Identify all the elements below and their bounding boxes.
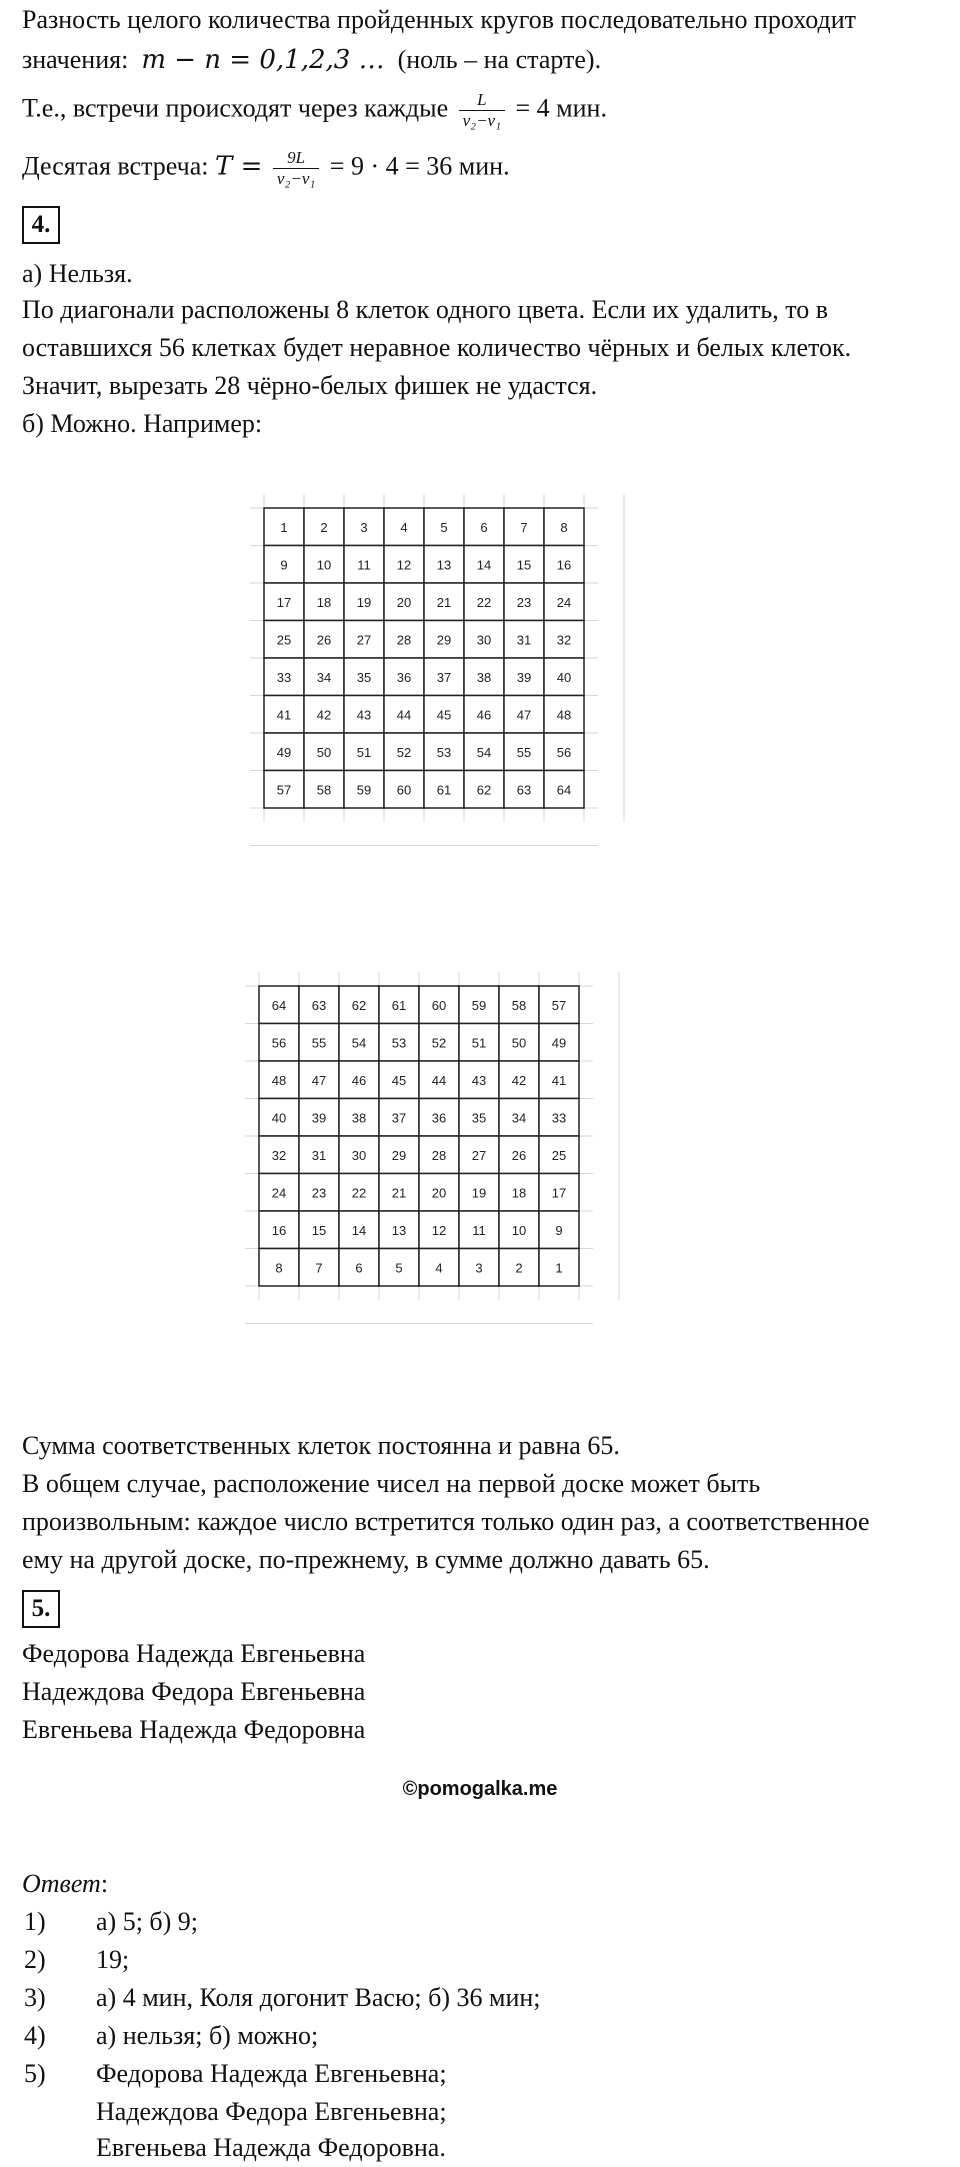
grid-cell-number: 29: [391, 1147, 407, 1163]
grid-cell-number: 16: [556, 557, 572, 573]
grid-cell-number: 34: [511, 1110, 527, 1126]
grid-cell-number: 57: [276, 782, 292, 798]
grid-cell-number: 39: [311, 1110, 327, 1126]
intro-line-2-suffix: (ноль – на старте).: [397, 45, 602, 74]
grid-cell-number: 53: [391, 1035, 407, 1051]
grid-cell-number: 40: [556, 669, 572, 685]
intro-line-2: [22, 44, 601, 76]
grid-cell-number: 7: [315, 1260, 323, 1276]
answer-item-5-text: Федорова Надежда Евгеньевна;: [96, 2059, 447, 2088]
grid-cell-number: 21: [436, 594, 452, 610]
answer-item-5-number: 5): [24, 2059, 46, 2088]
fraction-numerator: L: [459, 90, 505, 111]
grid-cell-number: 42: [511, 1072, 527, 1088]
grid-cell-number: 53: [436, 744, 452, 760]
answer-item-1-text: а) 5; б) 9;: [96, 1907, 199, 1936]
grid-cell-number: 31: [311, 1147, 327, 1163]
grid-cell-number: 41: [551, 1072, 567, 1088]
intro-line-4-prefix: Десятая встреча:: [22, 151, 209, 181]
grid-cell-number: 28: [431, 1147, 447, 1163]
task-4-sum-text: Сумма соответственных клеток постоянна и равна 65.: [22, 1431, 620, 1460]
answer-item-3-text: а) 4 мин, Коля догонит Васю; б) 36 мин;: [96, 1983, 541, 2012]
task-4-general-1: В общем случае, расположение чисел на первой доске может быть: [22, 1469, 761, 1498]
grid-cell-number: 32: [271, 1147, 287, 1163]
grid-cell-number: 4: [400, 519, 408, 535]
grid-cell-number: 50: [316, 744, 332, 760]
answer-heading: [22, 1868, 108, 1900]
grid-cell-number: 1: [555, 1260, 563, 1276]
grid-cell-number: 61: [436, 782, 452, 798]
grid-cell-number: 31: [516, 632, 532, 648]
grid-cell-number: 58: [316, 782, 332, 798]
grid-cell-number: 51: [471, 1035, 487, 1051]
grid-cell-number: 11: [357, 557, 371, 573]
task-4-para-2: оставшихся 56 клетках будет неравное количество чёрных и белых клеток.: [22, 333, 852, 362]
grid-cell-number: 40: [271, 1110, 287, 1126]
answer-title: Ответ: [22, 1869, 101, 1898]
grid-cell-number: 52: [431, 1035, 447, 1051]
task-4-para-3: Значит, вырезать 28 чёрно-белых фишек не удастся.: [22, 371, 598, 400]
grid-cell-number: 36: [396, 669, 412, 685]
grid-cell-number: 18: [316, 594, 332, 610]
grid-cell-number: 54: [476, 744, 492, 760]
grid-cell-number: 15: [311, 1222, 327, 1238]
grid-cell-number: 51: [356, 744, 372, 760]
grid-cell-number: 43: [471, 1072, 487, 1088]
grid-cell-number: 60: [431, 997, 447, 1013]
grid-cell-number: 35: [356, 669, 372, 685]
grid-cell-number: 13: [436, 557, 452, 573]
intro-line-3-suffix: = 4 мин.: [515, 93, 607, 123]
grid-cell-number: 21: [391, 1185, 407, 1201]
grid-cell-number: 9: [280, 557, 288, 573]
task-5-number: 5.: [22, 1590, 60, 1628]
intro-line-3: [22, 90, 607, 131]
grid-cell-number: 46: [476, 707, 492, 723]
grid-cell-number: 33: [276, 669, 292, 685]
grid-cell-number: 5: [395, 1260, 403, 1276]
grid-cell-number: 19: [356, 594, 372, 610]
grid-cell-number: 27: [471, 1147, 487, 1163]
grid-cell-number: 10: [316, 557, 332, 573]
grid-cell-number: 47: [516, 707, 532, 723]
number-grid-2: [225, 962, 745, 1412]
grid-cell-number: 37: [391, 1110, 407, 1126]
grid-cell-number: 20: [431, 1185, 447, 1201]
intro-line-2-prefix: значения:: [22, 45, 129, 74]
grid-cell-number: 41: [276, 707, 292, 723]
answer-item-3-number: 3): [24, 1983, 46, 2012]
grid-cell-number: 7: [520, 519, 528, 535]
task-4-para-1: По диагонали расположены 8 клеток одного цвета. Если их удалить, то в: [22, 295, 829, 324]
grid-cell-number: 55: [311, 1035, 327, 1051]
grid-cell-number: 2: [515, 1260, 523, 1276]
grid-cell-number: 48: [271, 1072, 287, 1088]
grid-cell-number: 17: [551, 1185, 567, 1201]
grid-cell-number: 5: [440, 519, 448, 535]
grid-cell-number: 49: [276, 744, 292, 760]
grid-cell-number: 56: [271, 1035, 287, 1051]
intro-line-4-T: T =: [215, 151, 263, 182]
grid-cell-number: 33: [551, 1110, 567, 1126]
intro-line-1: Разность целого количества пройденных кругов последовательно проходит: [22, 5, 856, 34]
task-4-general-2: произвольным: каждое число встретится только один раз, а соответственное: [22, 1507, 870, 1536]
grid-cell-number: 62: [351, 997, 367, 1013]
grid-cell-number: 22: [476, 594, 492, 610]
grid-cell-number: 8: [275, 1260, 283, 1276]
grid-cell-number: 50: [511, 1035, 527, 1051]
grid-cell-number: 38: [351, 1110, 367, 1126]
grid-cell-number: 28: [396, 632, 412, 648]
fraction-9l-over-v: [273, 148, 319, 189]
grid-cell-number: 23: [311, 1185, 327, 1201]
watermark: ©pomogalka.me: [402, 1778, 558, 1800]
grid-cell-number: 20: [396, 594, 412, 610]
grid-cell-number: 14: [351, 1222, 367, 1238]
grid-cell-number: 32: [556, 632, 572, 648]
grid-cell-number: 19: [471, 1185, 487, 1201]
intro-line-3-prefix: Т.е., встречи происходят через каждые: [22, 93, 449, 123]
grid-cell-number: 64: [556, 782, 572, 798]
grid-cell-number: 58: [511, 997, 527, 1013]
grid-cell-number: 56: [556, 744, 572, 760]
answer-item-2-number: 2): [24, 1945, 46, 1974]
grid-cell-number: 1: [280, 519, 288, 535]
fraction-numerator: 9L: [273, 148, 319, 169]
grid-cell-number: 35: [471, 1110, 487, 1126]
grid-cell-number: 45: [436, 707, 452, 723]
grid-cell-number: 6: [480, 519, 488, 535]
grid-cell-number: 26: [316, 632, 332, 648]
grid-cell-number: 39: [516, 669, 532, 685]
grid-cell-number: 63: [311, 997, 327, 1013]
grid-cell-number: 14: [476, 557, 492, 573]
grid-cell-number: 64: [271, 997, 287, 1013]
fraction-l-over-v: [459, 90, 505, 131]
grid-cell-number: 24: [271, 1185, 287, 1201]
answer-item-4-text: а) нельзя; б) можно;: [96, 2021, 319, 2050]
intro-formula: m − n = 0,1,2,3 …: [141, 45, 385, 75]
grid-cell-number: 18: [511, 1185, 527, 1201]
grid-cell-number: 42: [316, 707, 332, 723]
task-4-answer-b: б) Можно. Например:: [22, 409, 263, 438]
grid-cell-number: 34: [316, 669, 332, 685]
task-5-name-3: Евгеньева Надежда Федоровна: [22, 1715, 366, 1744]
grid-cell-number: 12: [431, 1222, 447, 1238]
fraction-denominator: v₂−v₁: [276, 169, 316, 188]
grid-cell-number: 37: [436, 669, 452, 685]
grid-cell-number: 23: [516, 594, 532, 610]
grid-cell-number: 48: [556, 707, 572, 723]
grid-cell-number: 16: [271, 1222, 287, 1238]
answer-item-5-line-3: Евгеньева Надежда Федоровна.: [96, 2133, 446, 2162]
grid-cell-number: 12: [396, 557, 412, 573]
answer-item-4-number: 4): [24, 2021, 46, 2050]
grid-cell-number: 61: [391, 997, 407, 1013]
task-4-number: 4.: [22, 206, 60, 244]
grid-cell-number: 38: [476, 669, 492, 685]
grid-cell-number: 8: [560, 519, 568, 535]
grid-cell-number: 44: [431, 1072, 447, 1088]
answer-item-2-text: 19;: [96, 1945, 130, 1974]
grid-cell-number: 27: [356, 632, 372, 648]
grid-cell-number: 43: [356, 707, 372, 723]
answer-item-5-line-2: Надеждова Федора Евгеньевна;: [96, 2097, 447, 2126]
grid-cell-number: 46: [351, 1072, 367, 1088]
grid-cell-number: 10: [511, 1222, 527, 1238]
grid-cell-number: 30: [476, 632, 492, 648]
grid-cell-number: 44: [396, 707, 412, 723]
answer-colon: :: [100, 1869, 109, 1898]
grid-cell-number: 3: [360, 519, 368, 535]
grid-cell-number: 9: [555, 1222, 563, 1238]
grid-cell-number: 49: [551, 1035, 567, 1051]
grid-cell-number: 63: [516, 782, 532, 798]
grid-cell-number: 22: [351, 1185, 367, 1201]
intro-line-4-suffix: = 9 · 4 = 36 мин.: [329, 151, 510, 181]
intro-line-4: [22, 148, 510, 189]
grid-cell-number: 62: [476, 782, 492, 798]
grid-cell-number: 15: [516, 557, 532, 573]
grid-cell-number: 59: [356, 782, 372, 798]
task-4-general-3: ему на другой доске, по-прежнему, в сумме должно давать 65.: [22, 1545, 710, 1574]
grid-cell-number: 13: [391, 1222, 407, 1238]
grid-cell-number: 45: [391, 1072, 407, 1088]
grid-cell-number: 4: [435, 1260, 443, 1276]
grid-cell-number: 3: [475, 1260, 483, 1276]
grid-cell-number: 6: [355, 1260, 363, 1276]
number-grid-1: [230, 484, 750, 934]
grid-cell-number: 36: [431, 1110, 447, 1126]
grid-cell-number: 60: [396, 782, 412, 798]
grid-cell-number: 25: [551, 1147, 567, 1163]
answer-item-1-number: 1): [24, 1907, 46, 1936]
grid-cell-number: 26: [511, 1147, 527, 1163]
grid-cell-number: 2: [320, 519, 328, 535]
grid-cell-number: 54: [351, 1035, 367, 1051]
grid-cell-number: 17: [276, 594, 292, 610]
grid-cell-number: 52: [396, 744, 412, 760]
grid-cell-number: 57: [551, 997, 567, 1013]
grid-cell-number: 24: [556, 594, 572, 610]
grid-cell-number: 59: [471, 997, 487, 1013]
task-4-answer-a: а) Нельзя.: [22, 259, 133, 288]
grid-cell-number: 29: [436, 632, 452, 648]
grid-cell-number: 47: [311, 1072, 327, 1088]
grid-cell-number: 11: [472, 1222, 486, 1238]
grid-cell-number: 30: [351, 1147, 367, 1163]
task-5-name-1: Федорова Надежда Евгеньевна: [22, 1639, 366, 1668]
fraction-denominator: v₂−v₁: [462, 111, 501, 130]
task-5-name-2: Надеждова Федора Евгеньевна: [22, 1677, 366, 1706]
grid-cell-number: 25: [276, 632, 292, 648]
grid-cell-number: 55: [516, 744, 532, 760]
